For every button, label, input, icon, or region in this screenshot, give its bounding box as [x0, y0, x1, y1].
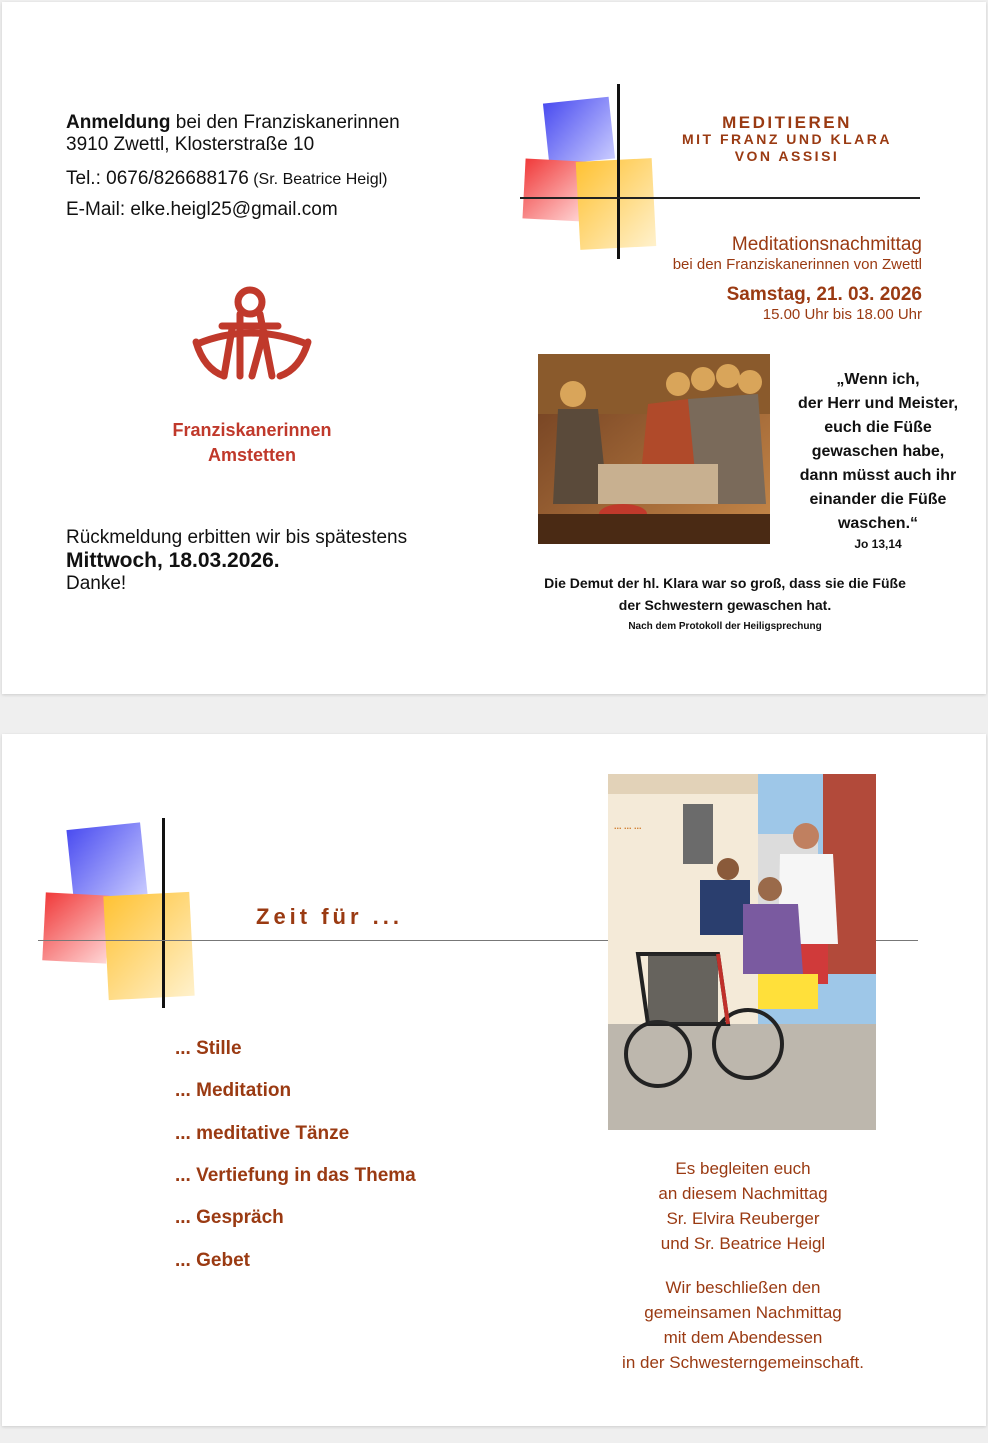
program-item: ... Meditation — [175, 1080, 292, 1101]
event-host: bei den Franziskanerinnen von Zwettl — [672, 256, 922, 273]
klara-line2: der Schwestern gewaschen hat. — [618, 597, 832, 613]
flyer-page-front — [2, 2, 986, 694]
title-line2: MIT FRANZ UND KLARA — [681, 131, 893, 147]
program-item: ... Gespräch — [175, 1207, 284, 1228]
quote-line: der Herr und Meister, — [797, 395, 959, 412]
registration-block — [66, 112, 400, 221]
logo-text — [152, 418, 352, 468]
quote-line: euch die Füße — [824, 419, 932, 436]
registration-address: 3910 Zwettl, Klosterstraße 10 — [66, 134, 315, 155]
closing-line: gemeinsamen Nachmittag — [644, 1303, 842, 1322]
registration-title-bold: Anmeldung — [66, 112, 171, 133]
reply-text: Rückmeldung erbitten wir bis spätestens — [66, 527, 408, 548]
registration-email: E-Mail: elke.heigl25@gmail.com — [66, 199, 338, 220]
quote-line: dann müsst auch ihr — [799, 467, 957, 484]
klara-text — [520, 572, 930, 634]
vertical-rule — [162, 818, 165, 1008]
foot-washing-painting — [538, 354, 770, 544]
horizontal-rule — [520, 197, 920, 199]
closing-line: Wir beschließen den — [665, 1278, 821, 1297]
program-item: ... Gebet — [175, 1250, 250, 1271]
registration-title — [66, 112, 400, 134]
program-item: ... Stille — [175, 1038, 242, 1059]
klara-line1: Die Demut der hl. Klara war so groß, dass sie die Füße — [544, 575, 906, 591]
red-square — [42, 892, 109, 963]
wall-sign: ... ... ... — [614, 821, 642, 831]
program-heading: Zeit für ... — [256, 904, 403, 929]
companions-line: und Sr. Beatrice Heigl — [660, 1234, 826, 1253]
event-date: Samstag, 21. 03. 2026 — [726, 284, 922, 305]
vertical-rule — [617, 84, 620, 259]
quote-line: „Wenn ich, — [836, 371, 920, 388]
yellow-square — [103, 892, 194, 1000]
blue-square — [543, 97, 615, 166]
event-time: 15.00 Uhr bis 18.00 Uhr — [762, 306, 922, 323]
companions-text — [608, 1156, 878, 1256]
closing-text — [608, 1275, 878, 1375]
quote-line: einander die Füße — [809, 491, 947, 508]
logo-text-line2: Amstetten — [207, 445, 296, 465]
registration-title-rest: bei den Franziskanerinnen — [170, 112, 400, 133]
photo-image — [608, 774, 876, 1130]
quote-line: waschen.“ — [837, 515, 919, 532]
blue-square — [66, 822, 147, 901]
reply-deadline: Mittwoch, 18.03.2026. — [66, 549, 280, 572]
bible-quote — [788, 368, 968, 552]
program-item: ... meditative Tänze — [175, 1123, 350, 1144]
title-line1: MEDITIEREN — [722, 113, 852, 132]
event-name: Meditationsnachmittag — [731, 234, 922, 255]
reply-thanks: Danke! — [66, 573, 127, 594]
logo-symbol-icon — [152, 284, 352, 409]
companions-line: Sr. Elvira Reuberger — [666, 1209, 820, 1228]
phone-note: (Sr. Beatrice Heigl) — [248, 171, 388, 188]
klara-source: Nach dem Protokoll der Heiligsprechung — [628, 621, 822, 632]
closing-line: mit dem Abendessen — [663, 1328, 823, 1347]
yellow-square — [576, 158, 657, 250]
registration-phone — [66, 168, 400, 191]
phone-number: Tel.: 0676/826688176 — [66, 168, 249, 189]
decorative-squares-header — [520, 84, 925, 259]
flyer-page-inside — [2, 734, 986, 1426]
sisters-photo — [608, 774, 876, 1130]
flyer-title — [652, 114, 922, 165]
program-item: ... Vertiefung in das Thema — [175, 1165, 416, 1186]
companions-line: Es begleiten euch — [675, 1159, 811, 1178]
title-line3: VON ASSISI — [734, 148, 840, 164]
franziskanerinnen-logo — [152, 284, 352, 464]
event-details — [673, 234, 922, 324]
closing-line: in der Schwesterngemeinschaft. — [622, 1353, 864, 1372]
companions-line: an diesem Nachmittag — [658, 1184, 828, 1203]
logo-text-line1: Franziskanerinnen — [172, 420, 332, 440]
painting-image — [538, 354, 770, 544]
reply-block — [66, 526, 407, 595]
quote-reference: Jo 13,14 — [854, 537, 902, 551]
quote-line: gewaschen habe, — [811, 443, 945, 460]
